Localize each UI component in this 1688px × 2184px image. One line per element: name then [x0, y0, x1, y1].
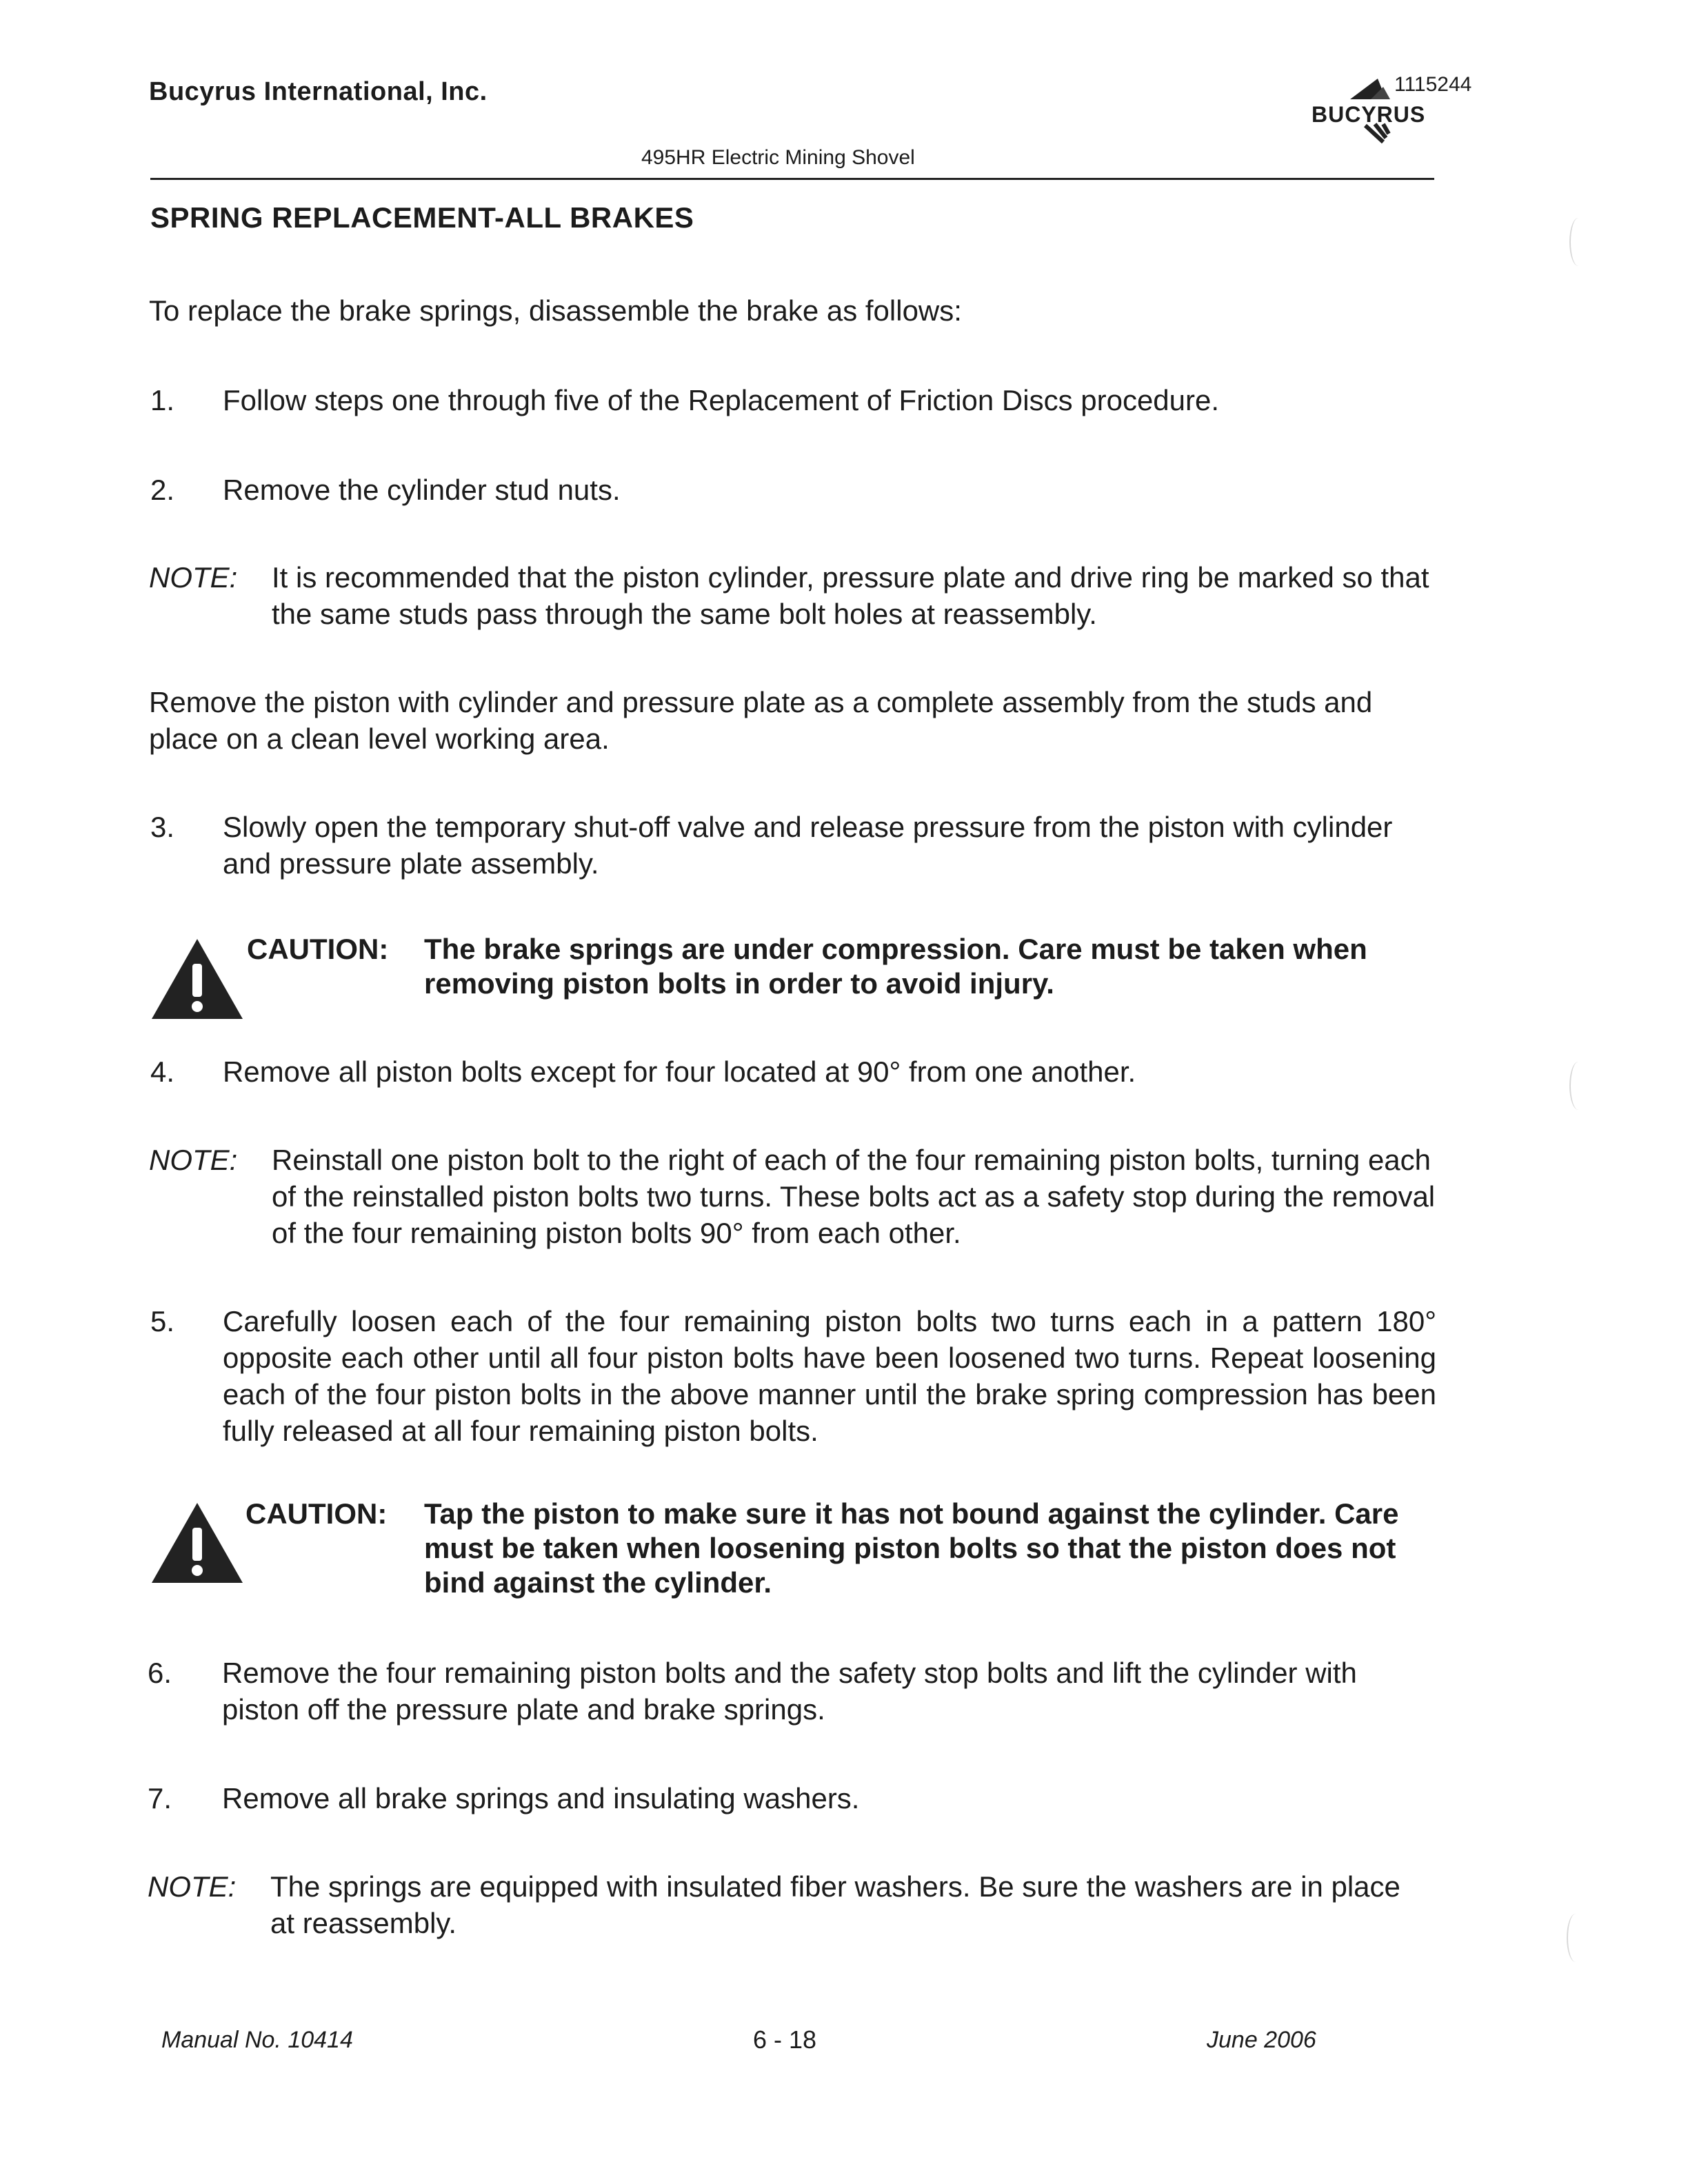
step-number: 5.	[150, 1305, 175, 1337]
warning-triangle-icon	[149, 936, 245, 1022]
step-text: Remove the cylinder stud nuts.	[223, 474, 621, 506]
step-number: 3.	[150, 811, 175, 843]
logo-text: BUCYRUS	[1312, 102, 1426, 127]
section-title: SPRING REPLACEMENT-ALL BRAKES	[150, 201, 694, 234]
note-label: NOTE:	[149, 561, 238, 594]
intro-paragraph: To replace the brake springs, disassemble the brake as follows:	[149, 294, 962, 327]
binding-hole-mark	[1569, 1062, 1587, 1110]
step-text: Remove the four remaining piston bolts and the safety stop bolts and lift the cylinder with piston off the pressure plate and brake springs.	[222, 1657, 1357, 1726]
note-label: NOTE:	[148, 1870, 237, 1903]
step-number: 2.	[150, 474, 175, 506]
note-text: The springs are equipped with insulated fiber washers. Be sure the washers are in place at reassembly.	[270, 1870, 1400, 1939]
document-number: 1115244	[1394, 73, 1472, 96]
step-number: 7.	[148, 1782, 172, 1814]
document-subtitle: 495HR Electric Mining Shovel	[641, 146, 915, 169]
company-name: Bucyrus International, Inc.	[149, 77, 488, 106]
step-number: 6.	[148, 1657, 172, 1689]
binding-hole-mark	[1567, 1914, 1585, 1962]
caution-label: CAUTION:	[245, 1497, 388, 1530]
step-number: 1.	[150, 384, 175, 416]
note-label: NOTE:	[149, 1144, 238, 1176]
step-text: Slowly open the temporary shut-off valve and release pressure from the piston with cylinder and pressure plate assembly.	[223, 811, 1393, 880]
step-number: 4.	[150, 1055, 175, 1088]
caution-label: CAUTION:	[247, 933, 389, 965]
note-text: Reinstall one piston bolt to the right of each of the four remaining piston bolts, turning each of the reinstalled piston bolts two turns. These bolts act as a safety stop during the removal of the four remaining piston bolts 90° from each other.	[272, 1144, 1436, 1249]
step-text: Follow steps one through five of the Replacement of Friction Discs procedure.	[223, 384, 1220, 416]
step-text: Remove all brake springs and insulating washers.	[222, 1782, 860, 1814]
footer-page-number: 6 - 18	[753, 2025, 817, 2054]
binding-hole-mark	[1569, 218, 1587, 266]
footer-date: June 2006	[1207, 2027, 1316, 2053]
note-text: It is recommended that the piston cylinder, pressure plate and drive ring be marked so that the same studs pass through the same bolt holes at reassembly.	[272, 561, 1429, 630]
caution-text: Tap the piston to make sure it has not bound against the cylinder. Care must be taken when loosening piston bolts so that the piston does not bind against the cylinder.	[424, 1497, 1399, 1599]
step-text: Remove all piston bolts except for four located at 90° from one another.	[223, 1055, 1136, 1088]
footer-manual-number: Manual No. 10414	[161, 2027, 353, 2053]
step-text: Carefully loosen each of the four remaining piston bolts two turns each in a pattern 180° opposite each other until all four piston bolts have been loosened two turns. Repeat loosening each of the four piston bolts in the above manner until the brake spring compression has been fully released at all four remaining piston bolts.	[223, 1305, 1436, 1447]
header-rule	[150, 178, 1434, 180]
remove-assembly-paragraph: Remove the piston with cylinder and pressure plate as a complete assembly from the studs and place on a clean level working area.	[149, 686, 1373, 755]
warning-triangle-icon	[149, 1500, 245, 1586]
caution-text: The brake springs are under compression. Care must be taken when removing piston bolts in order to avoid injury.	[424, 933, 1367, 1000]
